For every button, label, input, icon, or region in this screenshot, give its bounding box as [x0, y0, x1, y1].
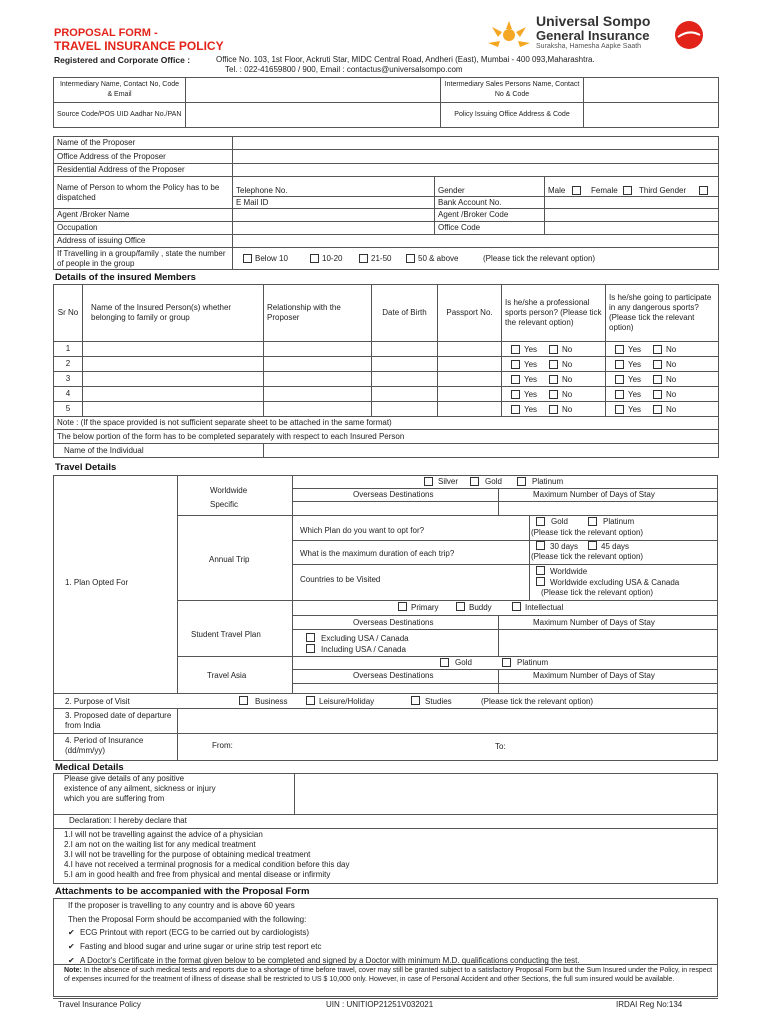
- declaration-item: 2.I am not on the waiting list for any medical treatment: [64, 840, 256, 849]
- buddy-checkbox[interactable]: [456, 602, 465, 611]
- declaration-item: 5.I am in good health and free from physical and mental disease or infirmity: [64, 870, 331, 879]
- business-checkbox[interactable]: [239, 696, 248, 705]
- professional-yes-checkbox[interactable]: [511, 375, 520, 384]
- relation-field[interactable]: [264, 357, 372, 372]
- dob-field[interactable]: [372, 372, 438, 387]
- individual-field[interactable]: [264, 444, 719, 458]
- primary-checkbox[interactable]: [398, 602, 407, 611]
- intermediary-sales-label: Intermediary Sales Persons Name, Contact No & Code: [441, 78, 584, 103]
- attachment-bullet: ECG Printout with report (ECG to be carried out by cardiologists): [80, 928, 309, 937]
- individual-label: Name of the Individual: [54, 444, 264, 458]
- professional-yes-label: Yes: [524, 405, 538, 414]
- gender-female-label: Female: [591, 186, 618, 195]
- at-gold-checkbox[interactable]: [536, 517, 545, 526]
- dangerous-yes-checkbox[interactable]: [615, 360, 624, 369]
- to-label: To:: [495, 742, 506, 751]
- check-icon: ✔: [68, 956, 75, 965]
- from-label: From:: [212, 741, 233, 750]
- contact-line: Tel. : 022-41659800 / 900, Email : contactus@universalsompo.com: [225, 65, 463, 74]
- professional-no-label: No: [562, 375, 573, 384]
- professional-no-checkbox[interactable]: [549, 345, 558, 354]
- dangerous-yes-checkbox[interactable]: [615, 405, 624, 414]
- gender-female-checkbox[interactable]: [623, 186, 632, 195]
- occupation-field[interactable]: [233, 222, 435, 235]
- insured-name-field[interactable]: [83, 357, 264, 372]
- agent-name-field[interactable]: [233, 209, 435, 222]
- insured-table: [53, 284, 719, 342]
- group-below10-label: Below 10: [255, 254, 288, 263]
- purpose-tick: (Please tick the relevant option): [481, 697, 594, 706]
- dangerous-options: [606, 387, 719, 402]
- declaration-item: 1.I will not be travelling against the advice of a physician: [64, 830, 263, 839]
- studies-checkbox[interactable]: [411, 696, 420, 705]
- period-label: 4. Period of Insurance (dd/mm/yy): [65, 736, 144, 755]
- leisure-label: Leisure/Holiday: [319, 697, 375, 706]
- departure-label: 3. Proposed date of departure from India: [65, 711, 172, 730]
- intermediary-name-label: Intermediary Name, Contact No, Code & Email: [54, 78, 186, 103]
- professional-yes-checkbox[interactable]: [511, 345, 520, 354]
- dangerous-yes-checkbox[interactable]: [615, 375, 624, 384]
- dangerous-no-checkbox[interactable]: [653, 375, 662, 384]
- footer-uin: UIN : UNITIOP21251V032021: [326, 1000, 434, 1009]
- check-icon: ✔: [68, 942, 75, 951]
- col-passport: Passport No.: [438, 285, 502, 342]
- gender-label: Gender: [435, 177, 545, 197]
- dob-field[interactable]: [372, 342, 438, 357]
- medical-question: Please give details of any positive existence of any ailment, sickness or injury which you are suffering from: [64, 774, 216, 803]
- company-logo-icon: [484, 17, 534, 51]
- attachment-bullet: A Doctor's Certificate in the format given below to be completed and signed by a Doctor with minimum M.D. qualifications conducting the test.: [80, 956, 580, 965]
- proposer-residential-label: Residential Address of the Proposer: [54, 164, 233, 177]
- at-duration-tick: (Please tick the relevant option): [531, 552, 644, 561]
- insured-name-field[interactable]: [83, 402, 264, 417]
- worldwide-checkbox[interactable]: [536, 566, 545, 575]
- col-dob: Date of Birth: [372, 285, 438, 342]
- professional-yes-label: Yes: [524, 390, 538, 399]
- note-label: Note:: [64, 967, 82, 974]
- group-options: [233, 248, 719, 270]
- proposer-table: [53, 136, 719, 270]
- departure-field[interactable]: [178, 709, 718, 733]
- dangerous-options: [606, 342, 719, 357]
- proposer-name-field[interactable]: [233, 137, 719, 150]
- which-plan-label: Which Plan do you want to opt for?: [300, 526, 425, 535]
- office-code-field[interactable]: [545, 222, 719, 235]
- at-gold-label: Gold: [551, 517, 568, 526]
- table-row: [54, 357, 719, 372]
- intellectual-label: Intellectual: [525, 603, 564, 612]
- professional-no-label: No: [562, 390, 573, 399]
- office-address: Office No. 103, 1st Floor, Ackruti Star, MIDC Central Road, Andheri (East), Mumbai - 400 093,Maharashtra.: [216, 55, 595, 64]
- gender-third-checkbox[interactable]: [699, 186, 708, 195]
- ex-usa-checkbox[interactable]: [306, 633, 315, 642]
- proposer-office-label: Office Address of the Proposer: [54, 150, 233, 164]
- insured-name-field[interactable]: [83, 372, 264, 387]
- table-row: [54, 387, 719, 402]
- occupation-label: Occupation: [54, 222, 233, 235]
- row-number: 4: [54, 387, 83, 402]
- ws-overseas-label: Overseas Destinations: [353, 490, 434, 499]
- medical-answer-field[interactable]: [295, 774, 717, 814]
- row-number: 3: [54, 372, 83, 387]
- professional-options: [502, 402, 606, 417]
- countries-label: Countries to be Visited: [300, 575, 381, 584]
- professional-no-checkbox[interactable]: [549, 375, 558, 384]
- gender-third-label: Third Gender: [639, 186, 687, 195]
- brand-name-line2: General Insurance: [536, 28, 650, 43]
- group-label: If Travelling in a group/family , state the number of people in the group: [54, 248, 233, 270]
- policy-title: TRAVEL INSURANCE POLICY: [54, 39, 224, 53]
- attachments-line2: Then the Proposal Form should be accompanied with the following:: [68, 915, 307, 924]
- relation-field[interactable]: [264, 402, 372, 417]
- medical-section-title: Medical Details: [55, 762, 124, 773]
- professional-options: [502, 357, 606, 372]
- leisure-checkbox[interactable]: [306, 696, 315, 705]
- relation-field[interactable]: [264, 342, 372, 357]
- insured-below-note: The below portion of the form has to be completed separately with respect to each Insured Person: [54, 430, 719, 444]
- intellectual-checkbox[interactable]: [512, 602, 521, 611]
- dangerous-yes-label: Yes: [628, 345, 642, 354]
- buddy-label: Buddy: [469, 603, 492, 612]
- dangerous-no-label: No: [666, 405, 677, 414]
- agent-name-label: Agent /Broker Name: [54, 209, 233, 222]
- brand-emblem-icon: [674, 20, 704, 50]
- office-code-label: Office Code: [435, 222, 545, 235]
- col-sr: Sr No: [54, 285, 83, 342]
- ws-platinum-checkbox[interactable]: [517, 477, 526, 486]
- telephone-label: Telephone No.: [233, 177, 435, 197]
- insured-section-title: Details of the insured Members: [55, 272, 196, 283]
- gender-options: [545, 177, 719, 197]
- professional-no-checkbox[interactable]: [549, 405, 558, 414]
- group-21-50-checkbox[interactable]: [359, 254, 368, 263]
- dangerous-yes-label: Yes: [628, 405, 642, 414]
- attachment-bullet: Fasting and blood sugar and urine sugar or urine strip test report etc: [80, 942, 322, 951]
- plan-opted-label: 1. Plan Opted For: [65, 578, 129, 587]
- row-number: 5: [54, 402, 83, 417]
- issuing-address-label: Address of issuing Office: [54, 235, 233, 248]
- col-dangerous: Is he/she going to participate in any dangerous sports? (Please tick the relevant option): [606, 285, 719, 342]
- professional-no-checkbox[interactable]: [549, 360, 558, 369]
- professional-yes-checkbox[interactable]: [511, 405, 520, 414]
- attachments-section-title: Attachments to be accompanied with the Proposal Form: [55, 886, 310, 897]
- check-icon: ✔: [68, 928, 75, 937]
- issuing-office-field[interactable]: [584, 103, 719, 128]
- insured-name-field[interactable]: [83, 387, 264, 402]
- dangerous-yes-label: Yes: [628, 375, 642, 384]
- col-relation: Relationship with the Proposer: [264, 285, 372, 342]
- dangerous-no-checkbox[interactable]: [653, 390, 662, 399]
- issuing-office-label: Policy Issuing Office Address & Code: [441, 103, 584, 128]
- col-name: Name of the Insured Person(s) whether belonging to family or group: [83, 285, 264, 342]
- proposer-name-label: Name of the Proposer: [54, 137, 233, 150]
- passport-field[interactable]: [438, 357, 502, 372]
- ex-usa-label: Excluding USA / Canada: [321, 634, 409, 643]
- source-code-field[interactable]: [186, 103, 441, 128]
- dob-field[interactable]: [372, 357, 438, 372]
- professional-yes-label: Yes: [524, 375, 538, 384]
- table-row: [54, 402, 719, 417]
- at-platinum-checkbox[interactable]: [588, 517, 597, 526]
- passport-field[interactable]: [438, 387, 502, 402]
- professional-no-label: No: [562, 360, 573, 369]
- days30-label: 30 days: [550, 542, 579, 551]
- at-plan-tick: (Please tick the relevant option): [531, 528, 644, 537]
- note-text: In the absence of such medical tests and reports due to a shortage of time before travel, cover may still be granted subject to a satisfactory Proposal Form but the Sum Insured under the Policy, in respect of expenses incurred for the treatment of illness of disease shall be restricted to US $ 10,000 only. However, in case of Personal Accident and other Sections, the full sum insured would be available.: [64, 967, 713, 983]
- asia-platinum-checkbox[interactable]: [502, 658, 511, 667]
- attachments-line1: If the proposer is travelling to any country and is above 60 years: [68, 901, 295, 910]
- agent-code-label: Agent /Broker Code: [435, 209, 545, 222]
- worldwide-ex-label: Worldwide excluding USA & Canada: [550, 578, 680, 587]
- professional-no-label: No: [562, 345, 573, 354]
- brand-name-line1: Universal Sompo: [536, 13, 651, 29]
- office-label: Registered and Corporate Office :: [54, 55, 191, 65]
- bank-field[interactable]: [545, 197, 719, 209]
- ws-silver-checkbox[interactable]: [424, 477, 433, 486]
- st-maxdays-label: Maximum Number of Days of Stay: [533, 618, 655, 627]
- email-label: E Mail ID: [233, 197, 435, 209]
- ws-silver-label: Silver: [438, 477, 459, 486]
- dangerous-options: [606, 372, 719, 387]
- group-note: (Please tick the relevant option): [483, 254, 596, 263]
- dangerous-yes-checkbox[interactable]: [615, 390, 624, 399]
- gender-male-label: Male: [548, 186, 566, 195]
- ws-platinum-label: Platinum: [532, 477, 564, 486]
- insured-notes-table: [53, 416, 719, 458]
- row-number: 1: [54, 342, 83, 357]
- passport-field[interactable]: [438, 342, 502, 357]
- bank-label: Bank Account No.: [435, 197, 545, 209]
- at-countries-tick: (Please tick the relevant option): [541, 588, 654, 597]
- row-number: 2: [54, 357, 83, 372]
- relation-field[interactable]: [264, 387, 372, 402]
- declaration-item: 4.I have not received a terminal prognosis for a medical condition before this day: [64, 860, 350, 869]
- professional-options: [502, 387, 606, 402]
- asia-platinum-label: Platinum: [517, 658, 549, 667]
- group-10-20-checkbox[interactable]: [310, 254, 319, 263]
- asia-maxdays-label: Maximum Number of Days of Stay: [533, 671, 655, 680]
- col-professional: Is he/she a professional sports person? (Please tick the relevant option): [502, 285, 606, 342]
- professional-no-label: No: [562, 405, 573, 414]
- group-below10-checkbox[interactable]: [243, 254, 252, 263]
- in-usa-checkbox[interactable]: [306, 644, 315, 653]
- purpose-label: 2. Purpose of Visit: [65, 697, 130, 706]
- insured-note: Note : (If the space provided is not sufficient separate sheet to be attached in the same format): [54, 417, 719, 430]
- footer-irdai: IRDAI Reg No:134: [616, 1000, 683, 1009]
- dangerous-no-label: No: [666, 375, 677, 384]
- dangerous-yes-label: Yes: [628, 360, 642, 369]
- dangerous-yes-checkbox[interactable]: [615, 345, 624, 354]
- attachments-note: [64, 966, 714, 984]
- declaration-item: 3.I will not be travelling for the purpose of obtaining medical treatment: [64, 850, 311, 859]
- insured-rows-table: [53, 341, 719, 417]
- days30-checkbox[interactable]: [536, 541, 545, 550]
- declaration-label: Declaration: I hereby declare that: [69, 816, 187, 825]
- intermediary-table: [53, 77, 719, 128]
- table-row: [54, 372, 719, 387]
- travel-section-title: Travel Details: [55, 462, 117, 473]
- asia-label: Travel Asia: [207, 671, 247, 680]
- passport-field[interactable]: [438, 372, 502, 387]
- primary-label: Primary: [411, 603, 439, 612]
- st-overseas-label: Overseas Destinations: [353, 618, 434, 627]
- group-21-50-label: 21-50: [371, 254, 392, 263]
- dob-field[interactable]: [372, 387, 438, 402]
- professional-options: [502, 372, 606, 387]
- days45-checkbox[interactable]: [588, 541, 597, 550]
- professional-no-checkbox[interactable]: [549, 390, 558, 399]
- studies-label: Studies: [425, 697, 452, 706]
- max-duration-label: What is the maximum duration of each trip?: [300, 549, 455, 558]
- dangerous-no-label: No: [666, 360, 677, 369]
- professional-options: [502, 342, 606, 357]
- student-label: Student Travel Plan: [191, 630, 261, 639]
- professional-yes-label: Yes: [524, 345, 538, 354]
- insured-name-field[interactable]: [83, 342, 264, 357]
- dangerous-no-checkbox[interactable]: [653, 345, 662, 354]
- asia-gold-label: Gold: [455, 658, 472, 667]
- intermediary-name-field[interactable]: [186, 78, 441, 103]
- dangerous-no-checkbox[interactable]: [653, 360, 662, 369]
- asia-gold-checkbox[interactable]: [440, 658, 449, 667]
- brand-tagline: Suraksha, Hamesha Aapke Saath: [536, 43, 642, 50]
- in-usa-label: Including USA / Canada: [321, 645, 406, 654]
- relation-field[interactable]: [264, 372, 372, 387]
- professional-yes-checkbox[interactable]: [511, 390, 520, 399]
- proposer-residential-field[interactable]: [233, 164, 719, 177]
- dangerous-options: [606, 402, 719, 417]
- dangerous-options: [606, 357, 719, 372]
- dangerous-no-label: No: [666, 390, 677, 399]
- group-10-20-label: 10-20: [322, 254, 343, 263]
- dispatch-label: Name of Person to whom the Policy has to be dispatched: [54, 177, 233, 209]
- intermediary-sales-field[interactable]: [584, 78, 719, 103]
- asia-overseas-label: Overseas Destinations: [353, 671, 434, 680]
- form-title: PROPOSAL FORM -: [54, 27, 158, 39]
- worldwide-ex-checkbox[interactable]: [536, 577, 545, 586]
- worldwide-label: Worldwide Specific: [210, 486, 248, 509]
- business-label: Business: [255, 697, 288, 706]
- dangerous-no-checkbox[interactable]: [653, 405, 662, 414]
- group-50-above-checkbox[interactable]: [406, 254, 415, 263]
- gender-male-checkbox[interactable]: [572, 186, 581, 195]
- ws-gold-checkbox[interactable]: [470, 477, 479, 486]
- ws-gold-label: Gold: [485, 477, 502, 486]
- dangerous-yes-label: Yes: [628, 390, 642, 399]
- at-platinum-label: Platinum: [603, 517, 635, 526]
- professional-yes-checkbox[interactable]: [511, 360, 520, 369]
- table-row: [54, 342, 719, 357]
- days45-label: 45 days: [601, 542, 630, 551]
- proposer-office-field[interactable]: [233, 150, 719, 164]
- annual-label: Annual Trip: [209, 555, 250, 564]
- dangerous-no-label: No: [666, 345, 677, 354]
- professional-yes-label: Yes: [524, 360, 538, 369]
- group-50-above-label: 50 & above: [418, 254, 459, 263]
- issuing-address-field[interactable]: [233, 235, 719, 248]
- passport-field[interactable]: [438, 402, 502, 417]
- dob-field[interactable]: [372, 402, 438, 417]
- worldwide-opt-label: Worldwide: [550, 567, 588, 576]
- agent-code-field[interactable]: [545, 209, 719, 222]
- source-code-label: Source Code/POS UID Aadhar No./PAN: [54, 103, 186, 128]
- footer-left: Travel Insurance Policy: [58, 1000, 141, 1009]
- ws-maxdays-label: Maximum Number of Days of Stay: [533, 490, 655, 499]
